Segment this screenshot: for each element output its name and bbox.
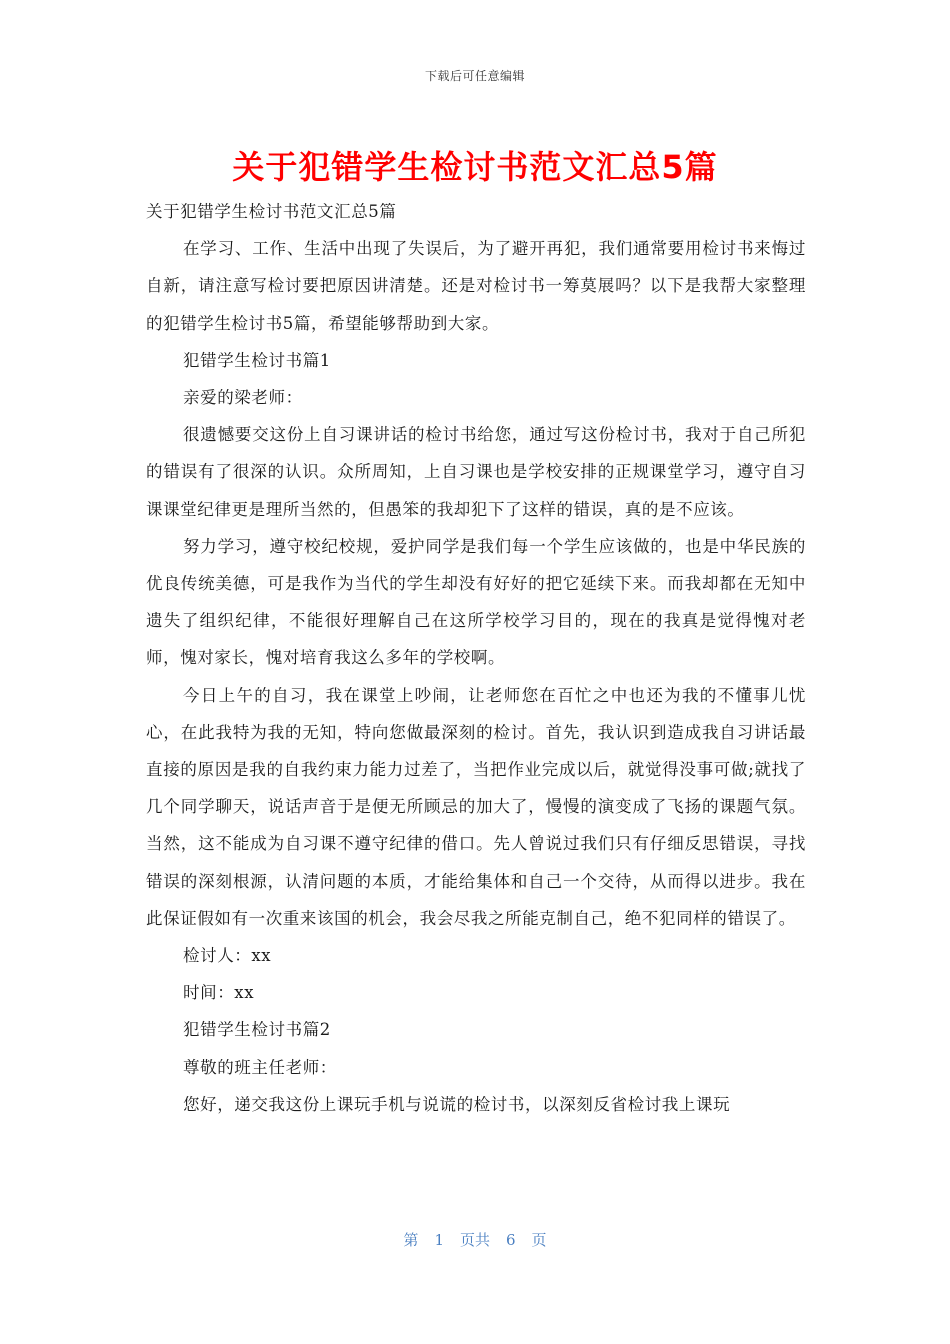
document-body: [146, 193, 806, 1123]
page-footer: [0, 1229, 950, 1250]
salutation: 亲爱的梁老师：: [183, 388, 303, 408]
footer-ye-gong: 页共: [459, 1231, 490, 1249]
signature-line: 检讨人：xx: [183, 946, 272, 966]
header-note: 下载后可任意编辑: [424, 69, 525, 83]
document-title: 关于犯错学生检讨书范文汇总5篇: [232, 148, 718, 186]
section-heading: 犯错学生检讨书篇2: [183, 1020, 331, 1040]
paragraph: 努力学习，遵守校纪校规，爱护同学是我们每一个学生应该做的，也是中华民族的优良传统美德，可是我作为当代的学生却没有好好的把它延续下来。而我却都在无知中遗失了组织纪律，不能很好理解自己在这所学校学习目的，现在的我真是觉得愧对老师，愧对家长，愧对培育我这么多年的学校啊。: [146, 536, 806, 668]
footer-ye: 页: [531, 1231, 547, 1249]
current-page-number: 1: [434, 1231, 444, 1249]
salutation: 尊敬的班主任老师：: [183, 1057, 337, 1077]
paragraph: 很遗憾要交这份上自习课讲话的检讨书给您，通过写这份检讨书，我对于自己所犯的错误有了很深的认识。众所周知，上自习课也是学校安排的正规课堂学习，遵守自习课课堂纪律更是理所当然的，但愚笨的我却犯下了这样的错误，真的是不应该。: [146, 425, 806, 519]
section-heading: 犯错学生检讨书篇1: [183, 350, 331, 370]
paragraph: 您好，递交我这份上课玩手机与说谎的检讨书，以深刻反省检讨我上课玩: [183, 1094, 731, 1114]
footer-di: 第: [403, 1231, 419, 1249]
total-page-count: 6: [506, 1231, 516, 1249]
paragraph: 在学习、工作、生活中出现了失误后，为了避开再犯，我们通常要用检讨书来悔过自新，请注意写检讨要把原因讲清楚。还是对检讨书一筹莫展吗？以下是我帮大家整理的犯错学生检讨书5篇，希望能够帮助到大家。: [146, 239, 806, 333]
date-line: 时间：xx: [183, 983, 255, 1003]
paragraph: 今日上午的自习，我在课堂上吵闹，让老师您在百忙之中也还为我的不懂事儿忧心，在此我特为我的无知，特向您做最深刻的检讨。首先，我认识到造成我自习讲话最直接的原因是我的自我约束力能力过差了，当把作业完成以后，就觉得没事可做;就找了几个同学聊天，说话声音于是便无所顾忌的加大了，慢慢的演变成了飞扬的课题气氛。当然，这不能成为自习课不遵守纪律的借口。先人曾说过我们只有仔细反思错误，寻找错误的深刻根源，认清问题的本质，才能给集体和自己一个交待，从而得以进步。我在此保证假如有一次重来该国的机会，我会尽我之所能克制自己，绝不犯同样的错误了。: [146, 685, 806, 928]
paragraph: 关于犯错学生检讨书范文汇总5篇: [146, 202, 397, 221]
